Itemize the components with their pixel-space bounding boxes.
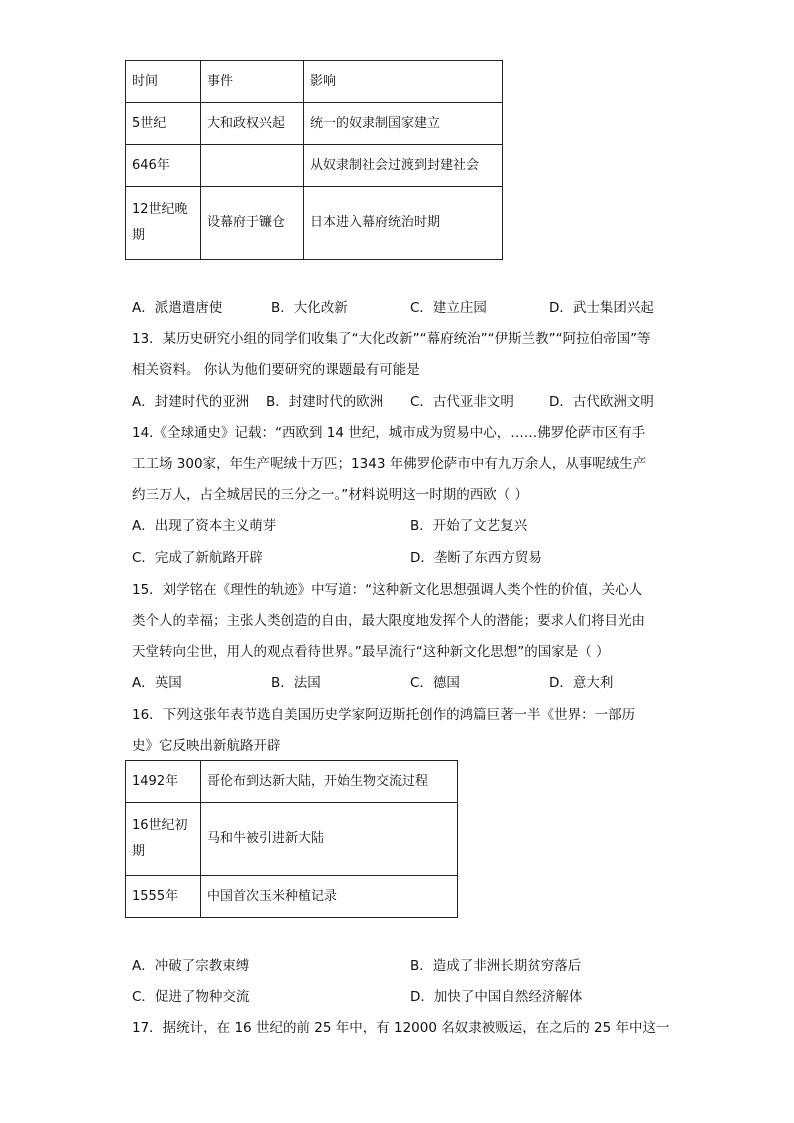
q16-option-c: C．促进了物种交流 bbox=[132, 989, 250, 1005]
table-cell: 从奴隶制社会过渡到封建社会 bbox=[304, 145, 503, 187]
q17-text-line: 17．据统计，在 16 世纪的前 25 年中，有 12000 名奴隶被贩运，在之后的 25 年中这一 bbox=[132, 1020, 670, 1036]
q15-option-a: A．英国 bbox=[132, 675, 182, 691]
q15-text-line: 15．刘学铭在《理性的轨迹》中写道：“这种新文化思想强调人类个性的价值，关心人 bbox=[132, 582, 643, 598]
q14-option-b: B．开始了文艺复兴 bbox=[410, 518, 528, 534]
table-header-cell: 事件 bbox=[201, 61, 304, 103]
q16-text-line: 史》它反映出新航路开辟 bbox=[132, 738, 281, 754]
q16-option-d: D．加快了中国自然经济解体 bbox=[410, 989, 583, 1005]
table-cell: 16世纪初期 bbox=[126, 803, 201, 876]
table-cell: 1555年 bbox=[126, 876, 201, 918]
new-route-timeline-table bbox=[125, 760, 458, 918]
q15-text-line: 天堂转向尘世，用人的观点看待世界。”最早流行“这种新文化思想”的国家是（ ） bbox=[132, 644, 610, 660]
table-cell: 设幕府于镰仓 bbox=[201, 187, 304, 260]
table-cell: 中国首次玉米种植记录 bbox=[201, 876, 458, 918]
table-cell: 统一的奴隶制国家建立 bbox=[304, 103, 503, 145]
table-row bbox=[126, 761, 458, 803]
q14-option-c: C．完成了新航路开辟 bbox=[132, 550, 263, 566]
q13-option-d: D．古代欧洲文明 bbox=[549, 394, 654, 410]
q14-text-line: 14.《全球通史》记载：“西欧到 14 世纪，城市成为贸易中心，……佛罗伦萨市区有手 bbox=[132, 425, 646, 441]
q13-option-b: B．封建时代的欧洲 bbox=[266, 394, 384, 410]
q14-option-d: D．垄断了东西方贸易 bbox=[410, 550, 542, 566]
table-cell: 5世纪 bbox=[126, 103, 201, 145]
table-cell: 1492年 bbox=[126, 761, 201, 803]
q14-option-a: A．出现了资本主义萌芽 bbox=[132, 518, 277, 534]
q16-text-line: 16．下列这张年表节选自美国历史学家阿迈斯托创作的鸿篇巨著一半《世界：一部历 bbox=[132, 707, 636, 723]
table-cell bbox=[201, 145, 304, 187]
q14-text-line: 工工场 300家，年生产呢绒十万匹；1343 年佛罗伦萨市中有九万余人，从事呢绒生产 bbox=[132, 456, 647, 472]
table-row bbox=[126, 103, 503, 145]
table-row bbox=[126, 187, 503, 260]
table-header-cell: 影响 bbox=[304, 61, 503, 103]
q12-option-b: B．大化改新 bbox=[271, 300, 348, 316]
table-cell: 马和牛被引进新大陆 bbox=[201, 803, 458, 876]
table-cell: 646年 bbox=[126, 145, 201, 187]
q12-option-c: C．建立庄园 bbox=[410, 300, 487, 316]
table-row bbox=[126, 876, 458, 918]
q16-option-b: B．造成了非洲长期贫穷落后 bbox=[410, 958, 582, 974]
table-row bbox=[126, 803, 458, 876]
table-row bbox=[126, 145, 503, 187]
q15-text-line: 类个人的幸福；主张人类创造的自由，最大限度地发挥个人的潜能；要求人们将目光由 bbox=[132, 613, 645, 629]
q13-option-c: C．古代亚非文明 bbox=[410, 394, 514, 410]
q12-option-d: D．武士集团兴起 bbox=[549, 300, 654, 316]
q13-text-line: 13．某历史研究小组的同学们收集了“大化改新”“幕府统治”“伊斯兰教”“阿拉伯帝国”等 bbox=[132, 331, 651, 347]
q14-text-line: 约三万人，占全城居民的三分之一。”材料说明这一时期的西欧（ ） bbox=[132, 487, 529, 503]
japan-history-table bbox=[125, 60, 503, 260]
table-cell: 大和政权兴起 bbox=[201, 103, 304, 145]
q13-option-a: A．封建时代的亚洲 bbox=[132, 394, 250, 410]
q13-text-line: 相关资料。 你认为他们要研究的课题最有可能是 bbox=[132, 362, 420, 378]
table-header-row bbox=[126, 61, 503, 103]
q16-option-a: A．冲破了宗教束缚 bbox=[132, 958, 250, 974]
q15-option-c: C．德国 bbox=[410, 675, 460, 691]
q12-option-a: A．派遣遣唐使 bbox=[132, 300, 223, 316]
table-header-cell: 时间 bbox=[126, 61, 201, 103]
table-cell: 12世纪晚期 bbox=[126, 187, 201, 260]
table-cell: 日本进入幕府统治时期 bbox=[304, 187, 503, 260]
table-cell: 哥伦布到达新大陆，开始生物交流过程 bbox=[201, 761, 458, 803]
q15-option-d: D．意大利 bbox=[549, 675, 614, 691]
q15-option-b: B．法国 bbox=[271, 675, 321, 691]
